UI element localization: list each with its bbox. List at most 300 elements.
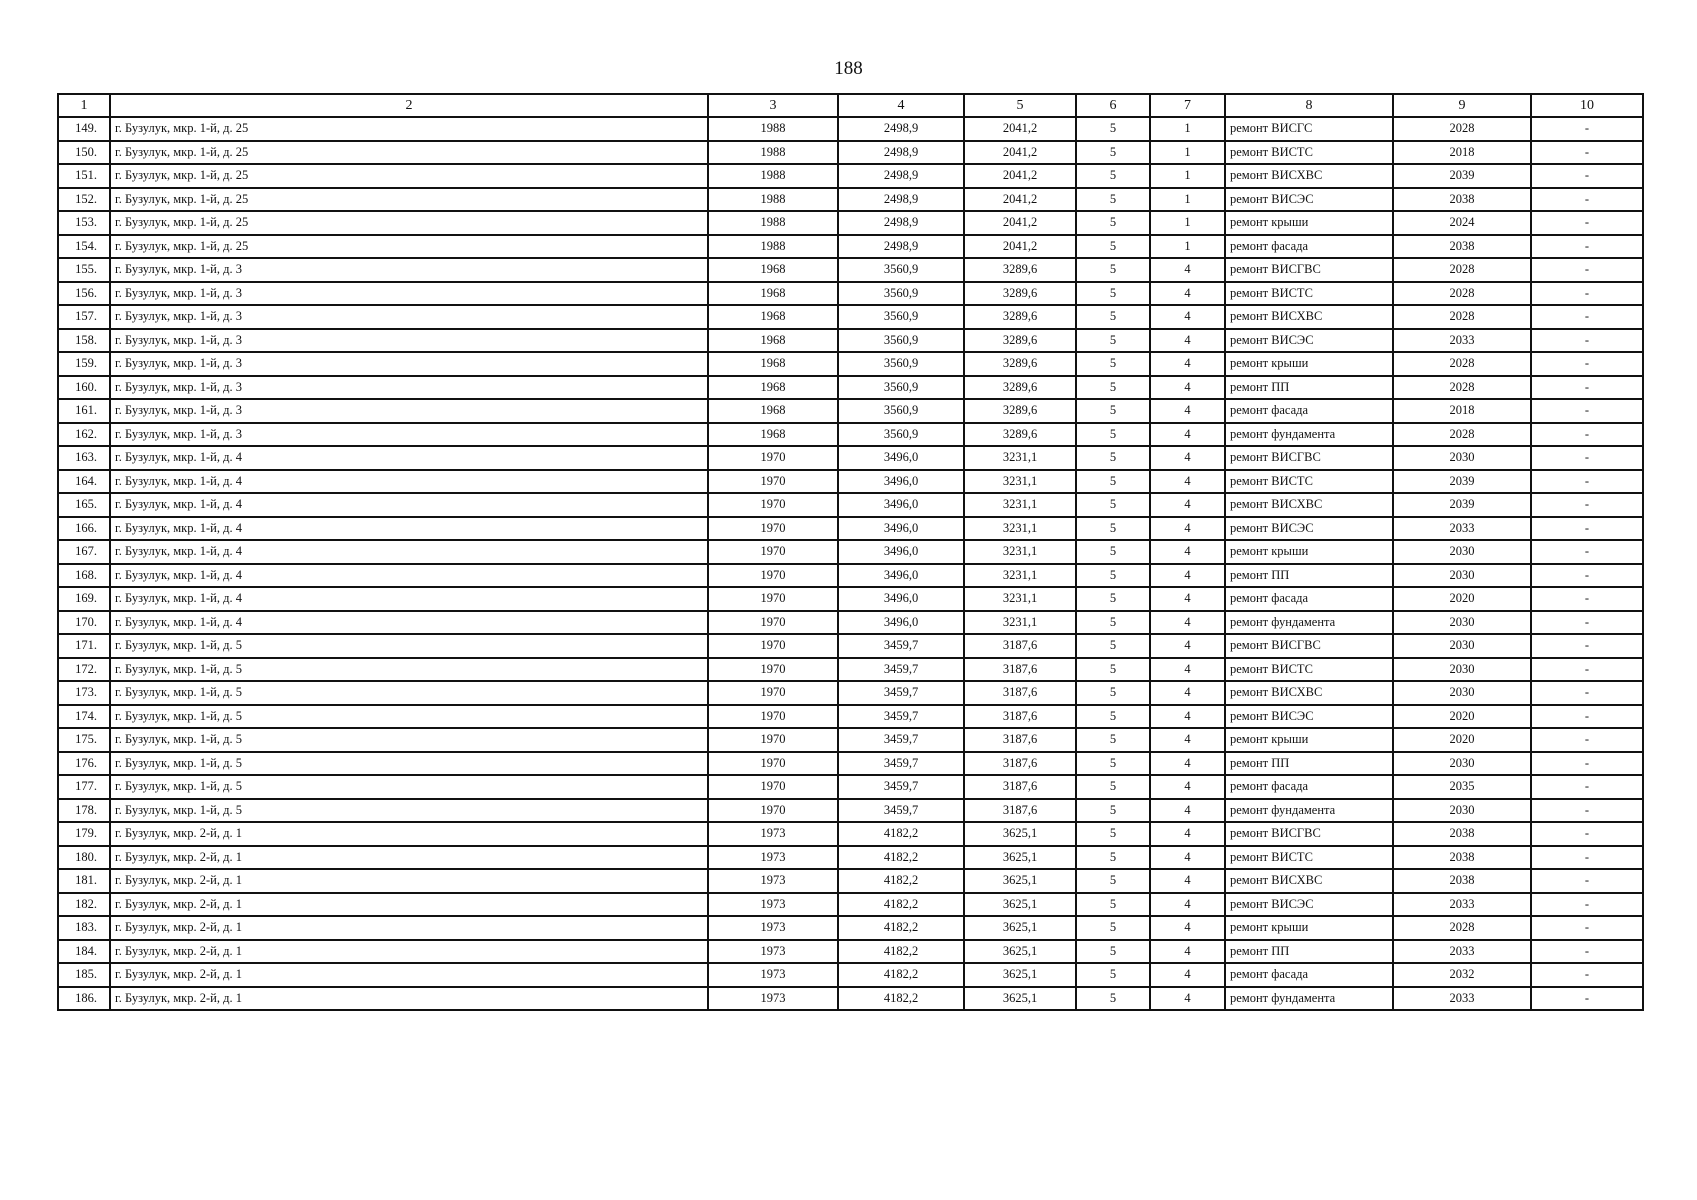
floors-cell: 5	[1076, 634, 1150, 658]
row-number-cell: 149.	[58, 117, 110, 141]
table-row	[58, 822, 1643, 846]
work-type-cell: ремонт ВИСТС	[1225, 658, 1393, 682]
living-area-cell: 3187,6	[964, 658, 1076, 682]
total-area-cell: 3560,9	[838, 399, 964, 423]
work-type-cell: ремонт крыши	[1225, 540, 1393, 564]
note-cell: -	[1531, 916, 1643, 940]
work-type-cell: ремонт фундамента	[1225, 611, 1393, 635]
living-area-cell: 3289,6	[964, 423, 1076, 447]
address-cell: г. Бузулук, мкр. 1-й, д. 4	[110, 470, 708, 494]
note-cell: -	[1531, 305, 1643, 329]
work-type-cell: ремонт крыши	[1225, 916, 1393, 940]
build-year-cell: 1970	[708, 611, 838, 635]
work-type-cell: ремонт ВИСХВС	[1225, 164, 1393, 188]
planned-year-cell: 2018	[1393, 141, 1531, 165]
total-area-cell: 3459,7	[838, 799, 964, 823]
entrances-cell: 4	[1150, 470, 1225, 494]
living-area-cell: 2041,2	[964, 211, 1076, 235]
floors-cell: 5	[1076, 963, 1150, 987]
entrances-cell: 4	[1150, 681, 1225, 705]
planned-year-cell: 2030	[1393, 752, 1531, 776]
work-type-cell: ремонт ПП	[1225, 752, 1393, 776]
entrances-cell: 4	[1150, 305, 1225, 329]
row-number-cell: 162.	[58, 423, 110, 447]
entrances-cell: 4	[1150, 493, 1225, 517]
living-area-cell: 3231,1	[964, 564, 1076, 588]
floors-cell: 5	[1076, 329, 1150, 353]
entrances-cell: 4	[1150, 611, 1225, 635]
planned-year-cell: 2033	[1393, 893, 1531, 917]
note-cell: -	[1531, 493, 1643, 517]
address-cell: г. Бузулук, мкр. 1-й, д. 5	[110, 799, 708, 823]
row-number-cell: 184.	[58, 940, 110, 964]
build-year-cell: 1968	[708, 258, 838, 282]
table-row	[58, 634, 1643, 658]
total-area-cell: 3496,0	[838, 446, 964, 470]
entrances-cell: 4	[1150, 634, 1225, 658]
row-number-cell: 154.	[58, 235, 110, 259]
build-year-cell: 1973	[708, 963, 838, 987]
column-number-row	[58, 94, 1643, 117]
work-type-cell: ремонт ВИСГВС	[1225, 258, 1393, 282]
floors-cell: 5	[1076, 587, 1150, 611]
note-cell: -	[1531, 211, 1643, 235]
address-cell: г. Бузулук, мкр. 2-й, д. 1	[110, 869, 708, 893]
living-area-cell: 3187,6	[964, 634, 1076, 658]
total-area-cell: 3560,9	[838, 305, 964, 329]
living-area-cell: 2041,2	[964, 117, 1076, 141]
planned-year-cell: 2020	[1393, 705, 1531, 729]
floors-cell: 5	[1076, 282, 1150, 306]
note-cell: -	[1531, 940, 1643, 964]
work-type-cell: ремонт ВИСГВС	[1225, 822, 1393, 846]
address-cell: г. Бузулук, мкр. 2-й, д. 1	[110, 940, 708, 964]
work-type-cell: ремонт крыши	[1225, 211, 1393, 235]
build-year-cell: 1973	[708, 987, 838, 1011]
address-cell: г. Бузулук, мкр. 2-й, д. 1	[110, 987, 708, 1011]
table-row	[58, 470, 1643, 494]
entrances-cell: 4	[1150, 517, 1225, 541]
row-number-cell: 175.	[58, 728, 110, 752]
entrances-cell: 4	[1150, 916, 1225, 940]
entrances-cell: 4	[1150, 893, 1225, 917]
table-row	[58, 141, 1643, 165]
floors-cell: 5	[1076, 799, 1150, 823]
address-cell: г. Бузулук, мкр. 1-й, д. 3	[110, 423, 708, 447]
address-cell: г. Бузулук, мкр. 1-й, д. 25	[110, 235, 708, 259]
build-year-cell: 1970	[708, 517, 838, 541]
table-row	[58, 446, 1643, 470]
total-area-cell: 3496,0	[838, 540, 964, 564]
floors-cell: 5	[1076, 775, 1150, 799]
living-area-cell: 3625,1	[964, 916, 1076, 940]
entrances-cell: 4	[1150, 728, 1225, 752]
address-cell: г. Бузулук, мкр. 1-й, д. 5	[110, 658, 708, 682]
table-row	[58, 305, 1643, 329]
work-type-cell: ремонт фасада	[1225, 775, 1393, 799]
page-number: 188	[834, 58, 863, 79]
column-number: 5	[964, 94, 1076, 117]
total-area-cell: 2498,9	[838, 117, 964, 141]
note-cell: -	[1531, 446, 1643, 470]
note-cell: -	[1531, 470, 1643, 494]
row-number-cell: 174.	[58, 705, 110, 729]
floors-cell: 5	[1076, 399, 1150, 423]
planned-year-cell: 2030	[1393, 634, 1531, 658]
planned-year-cell: 2038	[1393, 822, 1531, 846]
address-cell: г. Бузулук, мкр. 1-й, д. 3	[110, 399, 708, 423]
living-area-cell: 3625,1	[964, 893, 1076, 917]
work-type-cell: ремонт ПП	[1225, 564, 1393, 588]
table-row	[58, 517, 1643, 541]
work-type-cell: ремонт ВИСТС	[1225, 470, 1393, 494]
note-cell: -	[1531, 141, 1643, 165]
work-type-cell: ремонт крыши	[1225, 352, 1393, 376]
build-year-cell: 1988	[708, 211, 838, 235]
floors-cell: 5	[1076, 987, 1150, 1011]
work-type-cell: ремонт фасада	[1225, 235, 1393, 259]
entrances-cell: 4	[1150, 822, 1225, 846]
row-number-cell: 186.	[58, 987, 110, 1011]
work-type-cell: ремонт ВИСЭС	[1225, 893, 1393, 917]
note-cell: -	[1531, 235, 1643, 259]
build-year-cell: 1970	[708, 493, 838, 517]
column-number: 3	[708, 94, 838, 117]
total-area-cell: 3496,0	[838, 470, 964, 494]
address-cell: г. Бузулук, мкр. 1-й, д. 25	[110, 164, 708, 188]
work-type-cell: ремонт ПП	[1225, 376, 1393, 400]
floors-cell: 5	[1076, 305, 1150, 329]
table-row	[58, 728, 1643, 752]
work-type-cell: ремонт ВИСХВС	[1225, 305, 1393, 329]
total-area-cell: 3459,7	[838, 752, 964, 776]
living-area-cell: 3231,1	[964, 611, 1076, 635]
note-cell: -	[1531, 775, 1643, 799]
work-type-cell: ремонт ВИСЭС	[1225, 705, 1393, 729]
table-row	[58, 352, 1643, 376]
build-year-cell: 1988	[708, 235, 838, 259]
entrances-cell: 1	[1150, 211, 1225, 235]
entrances-cell: 1	[1150, 188, 1225, 212]
address-cell: г. Бузулук, мкр. 1-й, д. 3	[110, 352, 708, 376]
row-number-cell: 170.	[58, 611, 110, 635]
total-area-cell: 3496,0	[838, 564, 964, 588]
work-type-cell: ремонт фундамента	[1225, 423, 1393, 447]
entrances-cell: 1	[1150, 164, 1225, 188]
address-cell: г. Бузулук, мкр. 2-й, д. 1	[110, 893, 708, 917]
planned-year-cell: 2028	[1393, 305, 1531, 329]
planned-year-cell: 2030	[1393, 540, 1531, 564]
entrances-cell: 4	[1150, 587, 1225, 611]
build-year-cell: 1970	[708, 681, 838, 705]
note-cell: -	[1531, 587, 1643, 611]
total-area-cell: 3459,7	[838, 681, 964, 705]
table-row	[58, 564, 1643, 588]
address-cell: г. Бузулук, мкр. 1-й, д. 3	[110, 258, 708, 282]
floors-cell: 5	[1076, 752, 1150, 776]
table-row	[58, 423, 1643, 447]
entrances-cell: 4	[1150, 564, 1225, 588]
row-number-cell: 181.	[58, 869, 110, 893]
column-number: 10	[1531, 94, 1643, 117]
address-cell: г. Бузулук, мкр. 1-й, д. 5	[110, 681, 708, 705]
living-area-cell: 3625,1	[964, 940, 1076, 964]
living-area-cell: 3231,1	[964, 587, 1076, 611]
row-number-cell: 156.	[58, 282, 110, 306]
planned-year-cell: 2028	[1393, 916, 1531, 940]
table-row	[58, 846, 1643, 870]
repair-schedule-table	[57, 93, 1644, 1011]
entrances-cell: 4	[1150, 399, 1225, 423]
total-area-cell: 4182,2	[838, 987, 964, 1011]
living-area-cell: 2041,2	[964, 141, 1076, 165]
table-row	[58, 211, 1643, 235]
entrances-cell: 4	[1150, 963, 1225, 987]
planned-year-cell: 2039	[1393, 470, 1531, 494]
row-number-cell: 185.	[58, 963, 110, 987]
total-area-cell: 3459,7	[838, 728, 964, 752]
build-year-cell: 1988	[708, 164, 838, 188]
note-cell: -	[1531, 282, 1643, 306]
entrances-cell: 4	[1150, 846, 1225, 870]
work-type-cell: ремонт фасада	[1225, 587, 1393, 611]
living-area-cell: 3289,6	[964, 352, 1076, 376]
build-year-cell: 1968	[708, 282, 838, 306]
address-cell: г. Бузулук, мкр. 1-й, д. 25	[110, 188, 708, 212]
table-row	[58, 188, 1643, 212]
entrances-cell: 4	[1150, 329, 1225, 353]
row-number-cell: 153.	[58, 211, 110, 235]
column-number: 4	[838, 94, 964, 117]
floors-cell: 5	[1076, 681, 1150, 705]
row-number-cell: 172.	[58, 658, 110, 682]
build-year-cell: 1970	[708, 446, 838, 470]
table-row	[58, 916, 1643, 940]
planned-year-cell: 2032	[1393, 963, 1531, 987]
living-area-cell: 2041,2	[964, 164, 1076, 188]
total-area-cell: 3496,0	[838, 517, 964, 541]
build-year-cell: 1968	[708, 376, 838, 400]
work-type-cell: ремонт ВИСХВС	[1225, 493, 1393, 517]
floors-cell: 5	[1076, 893, 1150, 917]
total-area-cell: 2498,9	[838, 141, 964, 165]
table-row	[58, 681, 1643, 705]
floors-cell: 5	[1076, 188, 1150, 212]
build-year-cell: 1973	[708, 940, 838, 964]
planned-year-cell: 2028	[1393, 117, 1531, 141]
address-cell: г. Бузулук, мкр. 1-й, д. 4	[110, 446, 708, 470]
planned-year-cell: 2028	[1393, 352, 1531, 376]
address-cell: г. Бузулук, мкр. 1-й, д. 4	[110, 564, 708, 588]
entrances-cell: 4	[1150, 940, 1225, 964]
work-type-cell: ремонт ВИСТС	[1225, 141, 1393, 165]
build-year-cell: 1968	[708, 399, 838, 423]
column-number: 9	[1393, 94, 1531, 117]
note-cell: -	[1531, 399, 1643, 423]
work-type-cell: ремонт ВИСГС	[1225, 117, 1393, 141]
floors-cell: 5	[1076, 211, 1150, 235]
build-year-cell: 1988	[708, 117, 838, 141]
total-area-cell: 3560,9	[838, 282, 964, 306]
row-number-cell: 152.	[58, 188, 110, 212]
address-cell: г. Бузулук, мкр. 1-й, д. 5	[110, 775, 708, 799]
work-type-cell: ремонт ВИСТС	[1225, 846, 1393, 870]
note-cell: -	[1531, 822, 1643, 846]
note-cell: -	[1531, 987, 1643, 1011]
build-year-cell: 1970	[708, 587, 838, 611]
table-row	[58, 893, 1643, 917]
planned-year-cell: 2028	[1393, 258, 1531, 282]
row-number-cell: 161.	[58, 399, 110, 423]
total-area-cell: 3560,9	[838, 376, 964, 400]
floors-cell: 5	[1076, 470, 1150, 494]
note-cell: -	[1531, 564, 1643, 588]
table-row	[58, 376, 1643, 400]
living-area-cell: 3289,6	[964, 305, 1076, 329]
entrances-cell: 4	[1150, 446, 1225, 470]
note-cell: -	[1531, 611, 1643, 635]
living-area-cell: 3187,6	[964, 752, 1076, 776]
note-cell: -	[1531, 517, 1643, 541]
work-type-cell: ремонт ВИСГВС	[1225, 634, 1393, 658]
planned-year-cell: 2039	[1393, 164, 1531, 188]
living-area-cell: 3625,1	[964, 846, 1076, 870]
note-cell: -	[1531, 164, 1643, 188]
entrances-cell: 1	[1150, 141, 1225, 165]
floors-cell: 5	[1076, 916, 1150, 940]
column-number: 7	[1150, 94, 1225, 117]
row-number-cell: 159.	[58, 352, 110, 376]
floors-cell: 5	[1076, 540, 1150, 564]
address-cell: г. Бузулук, мкр. 1-й, д. 4	[110, 493, 708, 517]
entrances-cell: 4	[1150, 376, 1225, 400]
column-number: 6	[1076, 94, 1150, 117]
note-cell: -	[1531, 681, 1643, 705]
note-cell: -	[1531, 846, 1643, 870]
planned-year-cell: 2030	[1393, 658, 1531, 682]
address-cell: г. Бузулук, мкр. 2-й, д. 1	[110, 916, 708, 940]
address-cell: г. Бузулук, мкр. 1-й, д. 5	[110, 705, 708, 729]
planned-year-cell: 2020	[1393, 728, 1531, 752]
table-row	[58, 940, 1643, 964]
work-type-cell: ремонт ВИСЭС	[1225, 329, 1393, 353]
row-number-cell: 177.	[58, 775, 110, 799]
floors-cell: 5	[1076, 423, 1150, 447]
build-year-cell: 1970	[708, 799, 838, 823]
total-area-cell: 3560,9	[838, 423, 964, 447]
floors-cell: 5	[1076, 352, 1150, 376]
address-cell: г. Бузулук, мкр. 1-й, д. 25	[110, 117, 708, 141]
note-cell: -	[1531, 540, 1643, 564]
floors-cell: 5	[1076, 164, 1150, 188]
planned-year-cell: 2038	[1393, 235, 1531, 259]
table-row	[58, 658, 1643, 682]
planned-year-cell: 2038	[1393, 188, 1531, 212]
address-cell: г. Бузулук, мкр. 2-й, д. 1	[110, 963, 708, 987]
build-year-cell: 1970	[708, 775, 838, 799]
living-area-cell: 3289,6	[964, 282, 1076, 306]
living-area-cell: 3231,1	[964, 493, 1076, 517]
total-area-cell: 2498,9	[838, 235, 964, 259]
total-area-cell: 3560,9	[838, 352, 964, 376]
floors-cell: 5	[1076, 611, 1150, 635]
build-year-cell: 1970	[708, 540, 838, 564]
row-number-cell: 166.	[58, 517, 110, 541]
table-row	[58, 235, 1643, 259]
planned-year-cell: 2038	[1393, 846, 1531, 870]
table-row	[58, 282, 1643, 306]
row-number-cell: 151.	[58, 164, 110, 188]
table-row	[58, 775, 1643, 799]
address-cell: г. Бузулук, мкр. 1-й, д. 5	[110, 728, 708, 752]
living-area-cell: 3625,1	[964, 822, 1076, 846]
planned-year-cell: 2038	[1393, 869, 1531, 893]
entrances-cell: 1	[1150, 117, 1225, 141]
floors-cell: 5	[1076, 517, 1150, 541]
entrances-cell: 4	[1150, 352, 1225, 376]
note-cell: -	[1531, 329, 1643, 353]
total-area-cell: 2498,9	[838, 164, 964, 188]
build-year-cell: 1970	[708, 470, 838, 494]
planned-year-cell: 2033	[1393, 987, 1531, 1011]
total-area-cell: 4182,2	[838, 916, 964, 940]
entrances-cell: 4	[1150, 258, 1225, 282]
build-year-cell: 1973	[708, 822, 838, 846]
living-area-cell: 3289,6	[964, 258, 1076, 282]
work-type-cell: ремонт ВИСХВС	[1225, 681, 1393, 705]
living-area-cell: 3231,1	[964, 446, 1076, 470]
work-type-cell: ремонт ВИСЭС	[1225, 517, 1393, 541]
address-cell: г. Бузулук, мкр. 1-й, д. 4	[110, 540, 708, 564]
floors-cell: 5	[1076, 493, 1150, 517]
living-area-cell: 3231,1	[964, 540, 1076, 564]
address-cell: г. Бузулук, мкр. 1-й, д. 5	[110, 634, 708, 658]
table-row	[58, 963, 1643, 987]
work-type-cell: ремонт ВИСТС	[1225, 282, 1393, 306]
living-area-cell: 3289,6	[964, 376, 1076, 400]
address-cell: г. Бузулук, мкр. 1-й, д. 5	[110, 752, 708, 776]
row-number-cell: 155.	[58, 258, 110, 282]
total-area-cell: 4182,2	[838, 963, 964, 987]
living-area-cell: 3231,1	[964, 517, 1076, 541]
work-type-cell: ремонт фасада	[1225, 963, 1393, 987]
address-cell: г. Бузулук, мкр. 2-й, д. 1	[110, 822, 708, 846]
total-area-cell: 4182,2	[838, 846, 964, 870]
row-number-cell: 171.	[58, 634, 110, 658]
total-area-cell: 4182,2	[838, 822, 964, 846]
floors-cell: 5	[1076, 141, 1150, 165]
work-type-cell: ремонт крыши	[1225, 728, 1393, 752]
build-year-cell: 1973	[708, 846, 838, 870]
row-number-cell: 179.	[58, 822, 110, 846]
note-cell: -	[1531, 728, 1643, 752]
planned-year-cell: 2030	[1393, 611, 1531, 635]
floors-cell: 5	[1076, 869, 1150, 893]
build-year-cell: 1973	[708, 893, 838, 917]
floors-cell: 5	[1076, 564, 1150, 588]
total-area-cell: 3459,7	[838, 705, 964, 729]
row-number-cell: 150.	[58, 141, 110, 165]
entrances-cell: 4	[1150, 423, 1225, 447]
living-area-cell: 3625,1	[964, 869, 1076, 893]
floors-cell: 5	[1076, 940, 1150, 964]
address-cell: г. Бузулук, мкр. 2-й, д. 1	[110, 846, 708, 870]
work-type-cell: ремонт фундамента	[1225, 799, 1393, 823]
row-number-cell: 160.	[58, 376, 110, 400]
address-cell: г. Бузулук, мкр. 1-й, д. 3	[110, 305, 708, 329]
living-area-cell: 3231,1	[964, 470, 1076, 494]
total-area-cell: 2498,9	[838, 211, 964, 235]
